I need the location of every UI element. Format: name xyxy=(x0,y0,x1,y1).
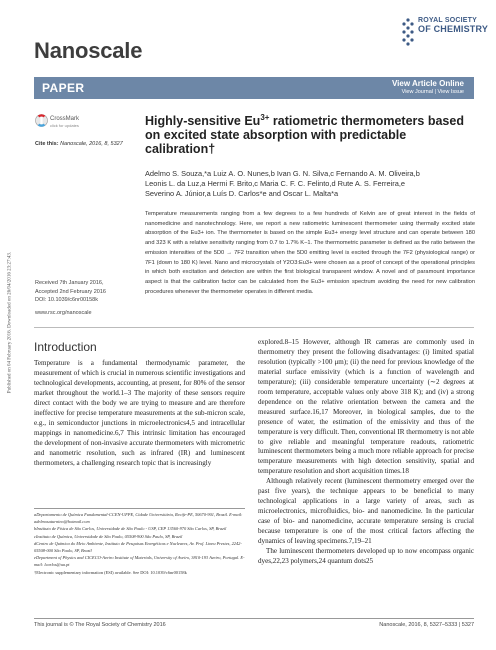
intro-paragraph-2: explored.8–15 However, although IR cameras are commonly used in thermometry they present the following disadvantages: (i) limited spatial resolution (typically >100 μm); (ii) the need for previous knowledge of the material surface emissivity (which is a function of wavelength and temperature); (iii) considerable temperature uncertainty (∼2 degrees at room temperature, acceptable values only above 318 K); and (iv) a strong dependence on the relative orientation between the camera and the measured surface.16,17 Moreover, in biological samples, due to the presence of water, the estimation of the emissivity and thus of the temperature is very difficult. Then, conventional IR thermometry is not able to give reliable and meaningful temperature readouts, ratiometric luminescent thermometers being a much more reliable approach for precise temperature measurements with high detection sensitivity, spatial and temperature resolution and short acquisition times.18 xyxy=(258,338,474,476)
sidebar-text: Published on 04 February 2016. Downloaded on 26/04/2016 23:27:43. xyxy=(7,251,13,394)
view-journal-issue-link[interactable]: View Journal | View Issue xyxy=(401,89,464,95)
footer-divider xyxy=(34,618,474,619)
accepted-date: Accepted 2nd February 2016 xyxy=(35,288,106,295)
affiliation-c: cInstituto de Química, Universidade de São Paulo, 05508-900 São Paulo, SP, Brazil xyxy=(34,533,183,539)
affiliation-d: dCentro de Química do Meio Ambiente, Instituto de Pesquisas Energéticas e Nucleares, Av. Prof. Lineu Prestes, 2242-05508-000 São Paulo, SP, Brazil xyxy=(34,541,242,554)
article-title: Highly-sensitive $Eu^{3+}$ ratiometric thermometers based on excited state absorption with predictable calibration† xyxy=(145,113,464,157)
view-article-online-link[interactable]: View Article Online xyxy=(391,79,464,88)
abstract: Temperature measurements ranging from a few degrees to a few hundreds of Kelvin are of great interest in the fields of nanomedicine and nanotechnology. Here, we report a new ratiometric luminescent thermometer using thermally excited state absorption of the Eu3+ ion. The thermometer is based on the simple Eu3+ energy level structure and can operate between 180 and 323 K with a relative sensitivity ranging from 0.7 to 1.7% K−1. The thermometric parameter is defined as the ratio between the emission intensities of the 5D0 → 7F2 transition when the 5D0 emitting level is excited through the 7F2 (physiological range) or 7F1 (down to 180 K) level. Nano and microcrystals of Y2O3:Eu3+ were chosen as a proof of concept of the operational principles in which both excitation and detection are within the first biological transparent window. A novel and of paramount importance aspect is that the calibration factor can be calculated from the Eu3+ emission spectrum avoiding the need for new calibration procedures whenever the thermometer operates in different media. xyxy=(145,211,475,295)
received-date: Received 7th January 2016, xyxy=(35,280,104,286)
affiliations xyxy=(34,512,245,577)
doi[interactable]: DOI: 10.1039/c6nr00158k xyxy=(35,297,98,303)
authors-line-2: Leonis L. da Luz,a Hermi F. Brito,c Maria C. F. C. Felinto,d Rute A. S. Ferreira,e xyxy=(145,179,406,188)
section-heading-introduction: Introduction xyxy=(34,340,97,354)
affiliation-a: aDepartamento de Química Fundamental-CCEN-UFPE, Cidade Universitária, Recife-PE, 50670-901, Brazil. E-mail: adelmosaturnino@hotmail.com xyxy=(34,512,243,524)
authors-line-1: Adelmo S. Souza,*a Luiz A. O. Nunes,b Ivan G. N. Silva,c Fernando A. M. Oliveira,b xyxy=(145,169,420,178)
authors-line-3: Severino A. Júnior,a Luís D. Carlos*e and Oscar L. Malta*a xyxy=(145,189,339,198)
journal-url[interactable]: www.rsc.org/nanoscale xyxy=(35,310,92,316)
intro-paragraph-1: Temperature is a fundamental thermodynamic parameter, the measurement of which is crucial in numerous scientific investigations and technological developments, accounting, at present, for 80% of the sensor market throughout the world.1–3 The majority of these sensors require direct contact with the body we are trying to measure and are therefore ineffective for precise temperature measurements at the sub-micron scale, e.g., in semiconductor junctions in microelectronics4,5 and intracellular mappings in nanomedicine.6,7 This intrinsic limitation has encouraged the development of non-invasive accurate thermometers with micrometric and nanometric resolution, such as infrared (IR) and luminescent thermometers, a challenging research topic that is increasingly xyxy=(34,359,245,467)
esi-note: †Electronic supplementary information (ESI) available. See DOI: 10.1039/c6nr00158k xyxy=(34,569,187,575)
rsc-logo-text: ROYAL SOCIETY OF CHEMISTRY xyxy=(418,17,489,34)
affiliation-e: eDepartment of Physics and CICECO-Aveiro Institute of Materials, University of Aveiro, 3810-193 Aveiro, Portugal. E-mail: lcarlos@ua.pt xyxy=(34,555,245,568)
received-dates xyxy=(35,279,106,296)
body-column-right xyxy=(258,338,474,567)
section-divider xyxy=(34,327,474,328)
crossmark-sub: click for updates xyxy=(50,123,79,128)
author-list xyxy=(145,169,475,199)
crossmark-icon xyxy=(35,114,48,127)
footer-copyright: This journal is © The Royal Society of Chemistry 2016 xyxy=(34,622,166,628)
cite-line: Cite this: Nanoscale, 2016, 8, 5327 xyxy=(35,141,123,147)
footer-page-info: Nanoscale, 2016, 8, 5327–5333 | 5327 xyxy=(379,622,474,628)
article-type-bar xyxy=(34,77,474,99)
body-column-left xyxy=(34,359,245,468)
journal-title: Nanoscale xyxy=(34,38,143,63)
intro-paragraph-3: Although relatively recent (luminescent thermometry emerged over the past five years), the technique appears to be beneficial to many technological applications in a large variety of areas, such as microelectronics, microfluidics, bio- and nanomedicine. In the particular case of bio- and nanomedicine, accurate temperature sensing is crucial because temperature is one of the most critical factors affecting the dynamics of leaving specimens.7,19–21 xyxy=(258,477,474,546)
article-type-label: PAPER xyxy=(42,81,85,95)
intro-paragraph-4: The luminescent thermometers developed up to now encompass organic dyes,22,23 polymers,24 quantum dots25 xyxy=(258,547,474,565)
publication-sidebar xyxy=(0,200,14,460)
crossmark-label: CrossMark xyxy=(50,116,80,122)
crossmark-badge[interactable] xyxy=(35,114,80,132)
footnote-divider xyxy=(34,508,245,509)
affiliation-b: bInstituto de Física de São Carlos, Universidade de São Paulo - USP, CEP 13560-970 São Carlos, SP, Brazil xyxy=(34,526,227,532)
